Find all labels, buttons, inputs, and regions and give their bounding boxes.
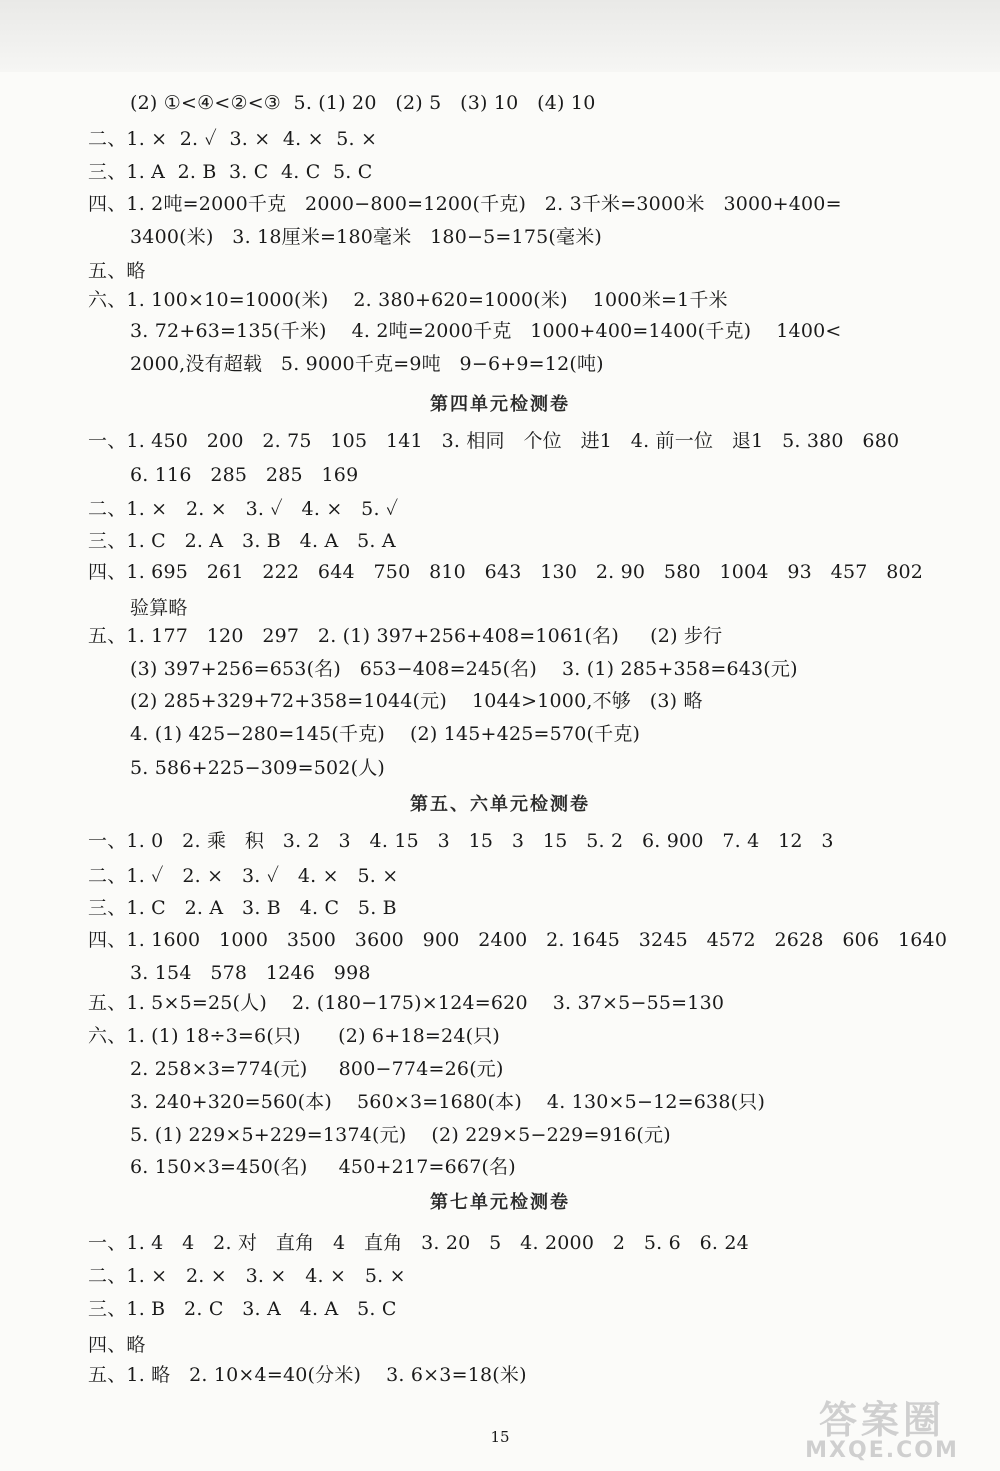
answer-line: 2. 258×3=774(元) 800−774=26(元) — [130, 1058, 504, 1080]
watermark-logo-text: 答案圈 — [818, 1398, 945, 1442]
answer-line: 四、略 — [88, 1334, 146, 1356]
answer-line: 5. (1) 229×5+229=1374(元) (2) 229×5−229=916(元) — [130, 1124, 671, 1146]
section-heading-unit7: 第七单元检测卷 — [430, 1192, 570, 1213]
answer-line: 六、1. 100×10=1000(米) 2. 380+620=1000(米) 1000米=1千米 — [88, 289, 728, 311]
answer-line: 3400(米) 3. 18厘米=180毫米 180−5=175(毫米) — [130, 226, 603, 248]
answer-line: 6. 116 285 285 169 — [130, 464, 359, 486]
answer-line: (2) 285+329+72+358=1044(元) 1044>1000,不够 (3) 略 — [130, 690, 703, 712]
answer-line: 三、1. C 2. A 3. B 4. A 5. A — [88, 530, 396, 552]
answer-line: 3. 72+63=135(千米) 4. 2吨=2000千克 1000+400=1400(千克) 1400< — [130, 320, 842, 342]
answer-line: 2000,没有超载 5. 9000千克=9吨 9−6+9=12(吨) — [130, 353, 604, 375]
scan-edge — [0, 0, 1000, 72]
page-number: 15 — [490, 1428, 510, 1446]
answer-line: 二、1. ✓ 2. × 3. ✓ 4. × 5. × — [88, 865, 399, 887]
answer-line: 3. 240+320=560(本) 560×3=1680(本) 4. 130×5−12=638(只) — [130, 1091, 766, 1113]
answer-line: 验算略 — [130, 597, 188, 619]
answer-line: 一、1. 450 200 2. 75 105 141 3. 相同 个位 进1 4. 前一位 退1 5. 380 680 — [88, 430, 900, 452]
answer-line: 三、1. A 2. B 3. C 4. C 5. C — [88, 161, 373, 183]
answer-line: 3. 154 578 1246 998 — [130, 962, 371, 984]
answer-line: 四、1. 2吨=2000千克 2000−800=1200(千克) 2. 3千米=3000米 3000+400= — [88, 193, 842, 215]
answer-line: 一、1. 0 2. 乘 积 3. 2 3 4. 15 3 15 3 15 5. 2 6. 900 7. 4 12 3 — [88, 830, 834, 852]
answer-line: 五、1. 177 120 297 2. (1) 397+256+408=1061(名) (2) 步行 — [88, 625, 723, 647]
section-heading-unit4: 第四单元检测卷 — [430, 394, 570, 415]
answer-line: 二、1. × 2. × 3. ✓ 4. × 5. ✓ — [88, 498, 399, 520]
site-watermark — [782, 1400, 982, 1462]
answer-line: 三、1. C 2. A 3. B 4. C 5. B — [88, 897, 397, 919]
answer-line: 三、1. B 2. C 3. A 4. A 5. C — [88, 1298, 397, 1320]
answer-line: 二、1. × 2. ✓ 3. × 4. × 5. × — [88, 128, 378, 150]
answer-line: 6. 150×3=450(名) 450+217=667(名) — [130, 1156, 516, 1178]
answer-line: 五、略 — [88, 260, 146, 282]
answer-line: 五、1. 5×5=25(人) 2. (180−175)×124=620 3. 37×5−55=130 — [88, 992, 725, 1014]
answer-line: 五、1. 略 2. 10×4=40(分米) 3. 6×3=18(米) — [88, 1364, 527, 1386]
answer-line: 六、1. (1) 18÷3=6(只) (2) 6+18=24(只) — [88, 1025, 501, 1047]
answer-line: 四、1. 1600 1000 3500 3600 900 2400 2. 1645 3245 4572 2628 606 1640 — [88, 929, 948, 951]
answer-line: 四、1. 695 261 222 644 750 810 643 130 2. 90 580 1004 93 457 802 — [88, 561, 924, 583]
answer-line: 二、1. × 2. × 3. × 4. × 5. × — [88, 1265, 406, 1287]
answer-line: 5. 586+225−309=502(人) — [130, 757, 386, 779]
section-heading-unit5-6: 第五、六单元检测卷 — [410, 794, 590, 815]
answer-line: (3) 397+256=653(名) 653−408=245(名) 3. (1) 285+358=643(元) — [130, 658, 798, 680]
answer-line: 4. (1) 425−280=145(千克) (2) 145+425=570(千克) — [130, 723, 641, 745]
answer-line: (2) ①<④<②<③ 5. (1) 20 (2) 5 (3) 10 (4) 10 — [130, 92, 596, 114]
answer-line: 一、1. 4 4 2. 对 直角 4 直角 3. 20 5 4. 2000 2 5. 6 6. 24 — [88, 1232, 749, 1254]
watermark-url: MXQE.COM — [805, 1438, 959, 1463]
